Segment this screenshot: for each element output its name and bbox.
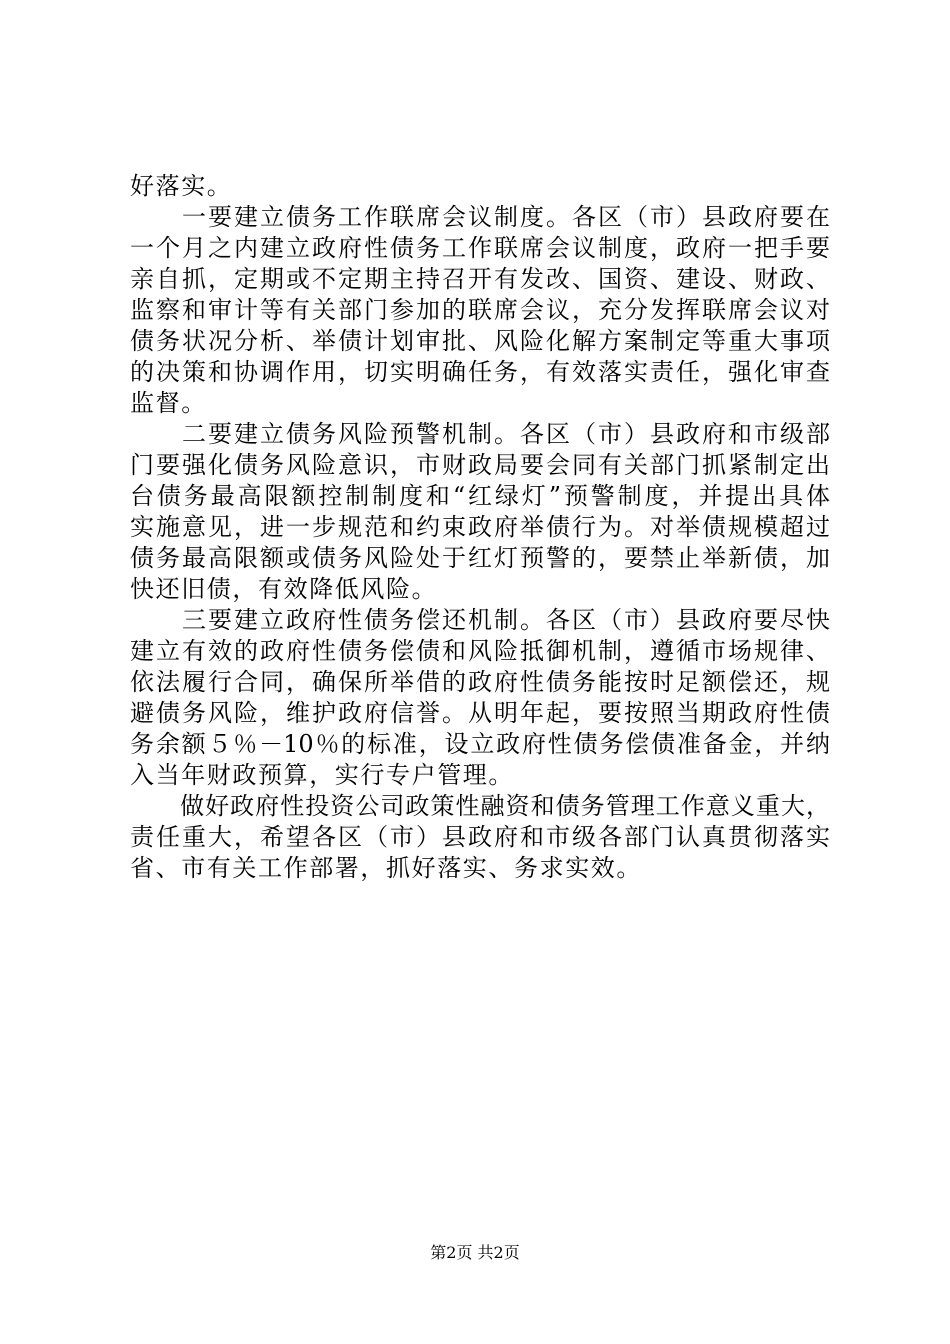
text-line: 一个月之内建立政府性债务工作联席会议制度，政府一把手要 [130,234,830,262]
text-line: 避债务风险，维护政府信誉。从明年起，要按照当期政府性债 [130,699,830,727]
text-line: 债务状况分析、举债计划审批、风险化解方案制定等重大事项 [130,327,830,355]
text-line: 门要强化债务风险意识，市财政局要会同有关部门抓紧制定出 [130,451,830,479]
text-line: 债务最高限额或债务风险处于红灯预警的，要禁止举新债，加 [130,544,830,572]
text-line: 亲自抓，定期或不定期主持召开有发改、国资、建设、财政、 [130,265,830,293]
text-line: 二要建立债务风险预警机制。各区（市）县政府和市级部 [130,420,830,448]
text-line: 务余额５％－10％的标准，设立政府性债务偿债准备金，并纳 [130,730,830,758]
text-line: 依法履行合同，确保所举借的政府性债务能按时足额偿还，规 [130,668,830,696]
page-footer [0,1243,950,1263]
text-line: 实施意见，进一步规范和约束政府举债行为。对举债规模超过 [130,513,830,541]
text-line: 监察和审计等有关部门参加的联席会议，充分发挥联席会议对 [130,296,830,324]
text-line: 快还旧债，有效降低风险。 [130,575,438,603]
text-line: 的决策和协调作用，切实明确任务，有效落实责任，强化审查 [130,358,830,386]
body-text [130,171,830,884]
text-line: 入当年财政预算，实行专户管理。 [130,761,514,789]
text-line: 建立有效的政府性债务偿债和风险抵御机制，遵循市场规律、 [130,637,830,665]
text-line: 省、市有关工作部署，抓好落实、务求实效。 [130,854,642,882]
text-line: 一要建立债务工作联席会议制度。各区（市）县政府要在 [130,203,830,231]
text-line: 监督。 [130,389,207,417]
text-line: 台债务最高限额控制制度和“红绿灯”预警制度，并提出具体 [130,482,830,510]
text-line: 做好政府性投资公司政策性融资和债务管理工作意义重大， [130,792,830,820]
text-line: 好落实。 [130,172,233,200]
page-number-label: 第2页 共2页 [430,1243,520,1262]
text-line: 三要建立政府性债务偿还机制。各区（市）县政府要尽快 [130,606,830,634]
text-line: 责任重大，希望各区（市）县政府和市级各部门认真贯彻落实 [130,823,830,851]
